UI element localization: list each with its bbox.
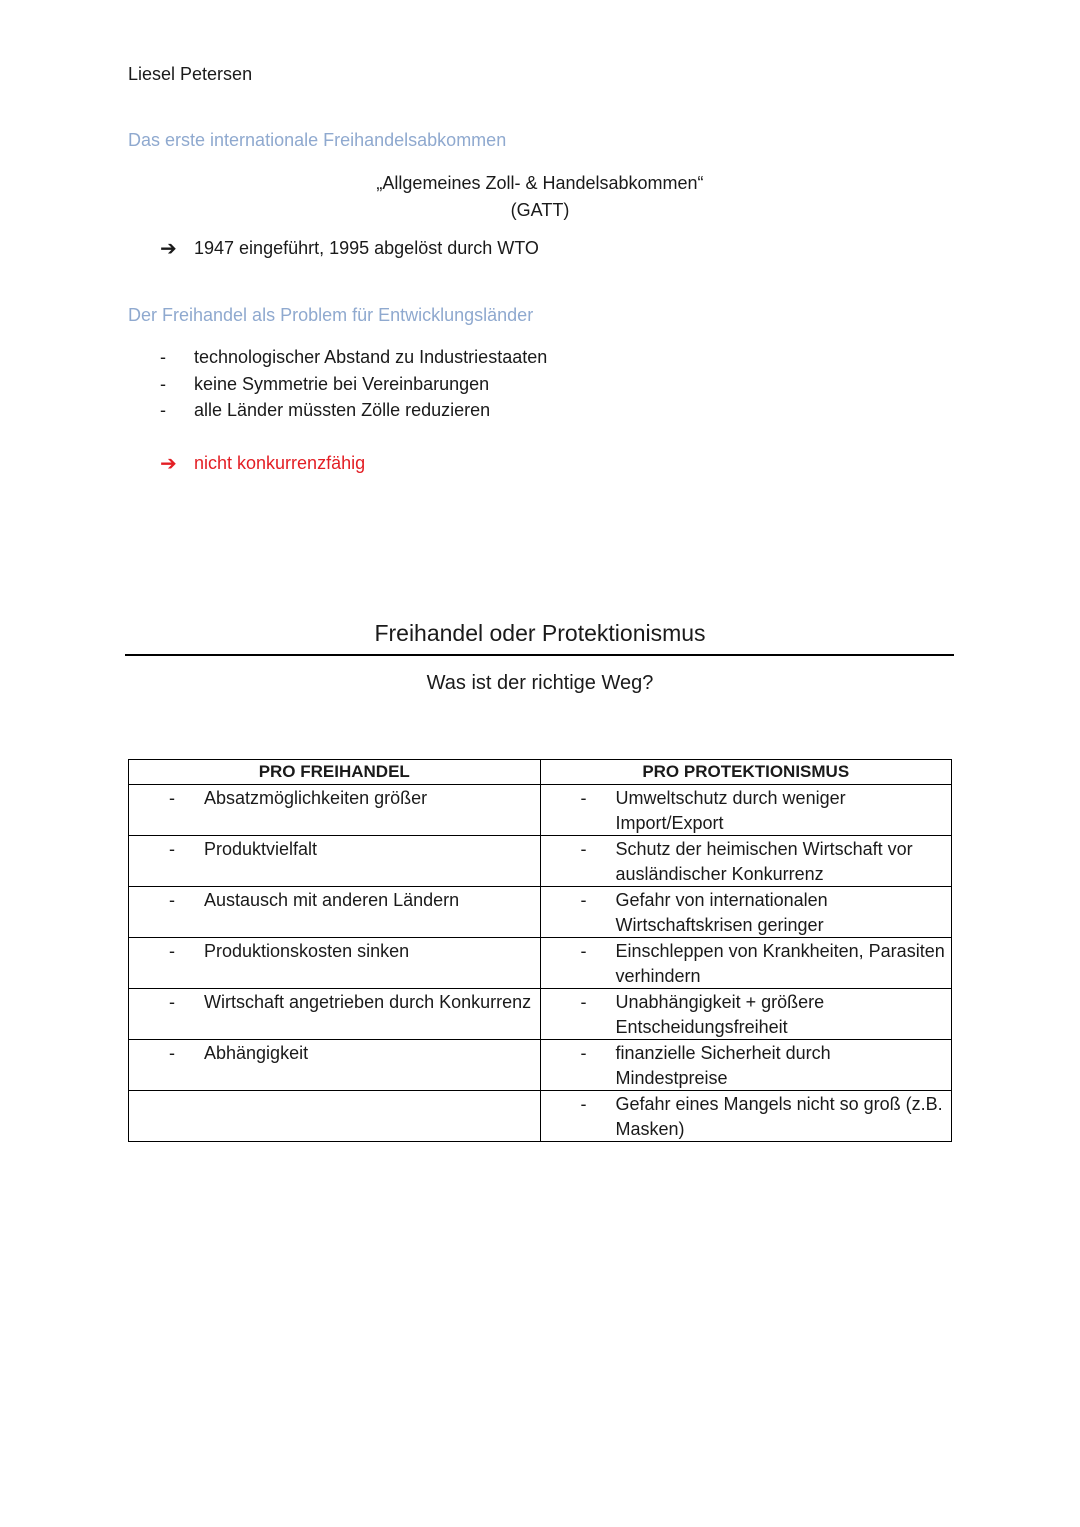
dash-icon: - <box>580 788 587 808</box>
dash-icon: - <box>169 788 175 808</box>
table-row: - Abhängigkeit - finanzielle Sicherheit durch Mindestpreise <box>129 1040 952 1091</box>
dash-icon: - <box>169 992 175 1012</box>
section-heading-developing-countries: Der Freihandel als Problem für Entwicklungsländer <box>128 305 534 325</box>
dash-icon: - <box>580 890 587 910</box>
conclusion <box>160 451 365 476</box>
gatt-quote-line2: (GATT) <box>510 200 570 220</box>
dash-icon: - <box>169 890 175 910</box>
section-heading-gatt: Das erste internationale Freihandelsabkommen <box>128 130 507 150</box>
dash-icon: - <box>580 839 587 859</box>
gatt-quote <box>0 170 1080 224</box>
table-row: - Absatzmöglichkeiten größer - Umweltschutz durch weniger Import/Export <box>129 785 952 836</box>
list-item: - technologischer Abstand zu Industriestaaten <box>160 344 547 371</box>
arrow-icon: ➔ <box>160 453 177 475</box>
header-pro-protektionismus: PRO PROTEKTIONISMUS <box>540 760 952 785</box>
table-row: - Produktvielfalt - Schutz der heimischen Wirtschaft vor ausländischer Konkurrenz <box>129 836 952 887</box>
header-pro-freihandel: PRO FREIHANDEL <box>129 760 541 785</box>
table-header-row <box>129 760 952 785</box>
title-divider <box>125 654 954 656</box>
table-row: - Austausch mit anderen Ländern - Gefahr von internationalen Wirtschaftskrisen geringer <box>129 887 952 938</box>
page-title: Freihandel oder Protektionismus <box>374 620 706 646</box>
arrow-icon: ➔ <box>160 238 177 260</box>
table-row: - Produktionskosten sinken - Einschleppen von Krankheiten, Parasiten verhindern <box>129 938 952 989</box>
conclusion-text: nicht konkurrenzfähig <box>194 453 366 473</box>
dash-icon: - <box>580 941 587 961</box>
pro-con-table <box>128 759 952 1142</box>
dash-icon: - <box>160 373 166 394</box>
dash-icon: - <box>580 992 587 1012</box>
gatt-note-text: 1947 eingeführt, 1995 abgelöst durch WTO <box>194 238 539 258</box>
page-subtitle: Was ist der richtige Weg? <box>426 672 654 694</box>
dash-icon: - <box>169 941 175 961</box>
table-row: - Wirtschaft angetrieben durch Konkurrenz - Unabhängigkeit + größere Entscheidungsfreiheit <box>129 989 952 1040</box>
list-item: - keine Symmetrie bei Vereinbarungen <box>160 371 547 398</box>
gatt-note <box>160 236 539 261</box>
dash-icon: - <box>160 400 166 420</box>
problem-list <box>160 344 547 424</box>
author-name: Liesel Petersen <box>128 64 253 84</box>
list-item: - alle Länder müssten Zölle reduzieren <box>160 397 547 424</box>
empty-cell <box>129 1091 541 1142</box>
dash-icon: - <box>160 347 166 367</box>
dash-icon: - <box>580 1043 587 1063</box>
table-row: - Gefahr eines Mangels nicht so groß (z.B. Masken) <box>129 1091 952 1142</box>
dash-icon: - <box>169 839 175 859</box>
dash-icon: - <box>580 1094 587 1114</box>
gatt-quote-line1: „Allgemeines Zoll- & Handelsabkommen“ <box>376 173 704 193</box>
dash-icon: - <box>169 1043 175 1063</box>
